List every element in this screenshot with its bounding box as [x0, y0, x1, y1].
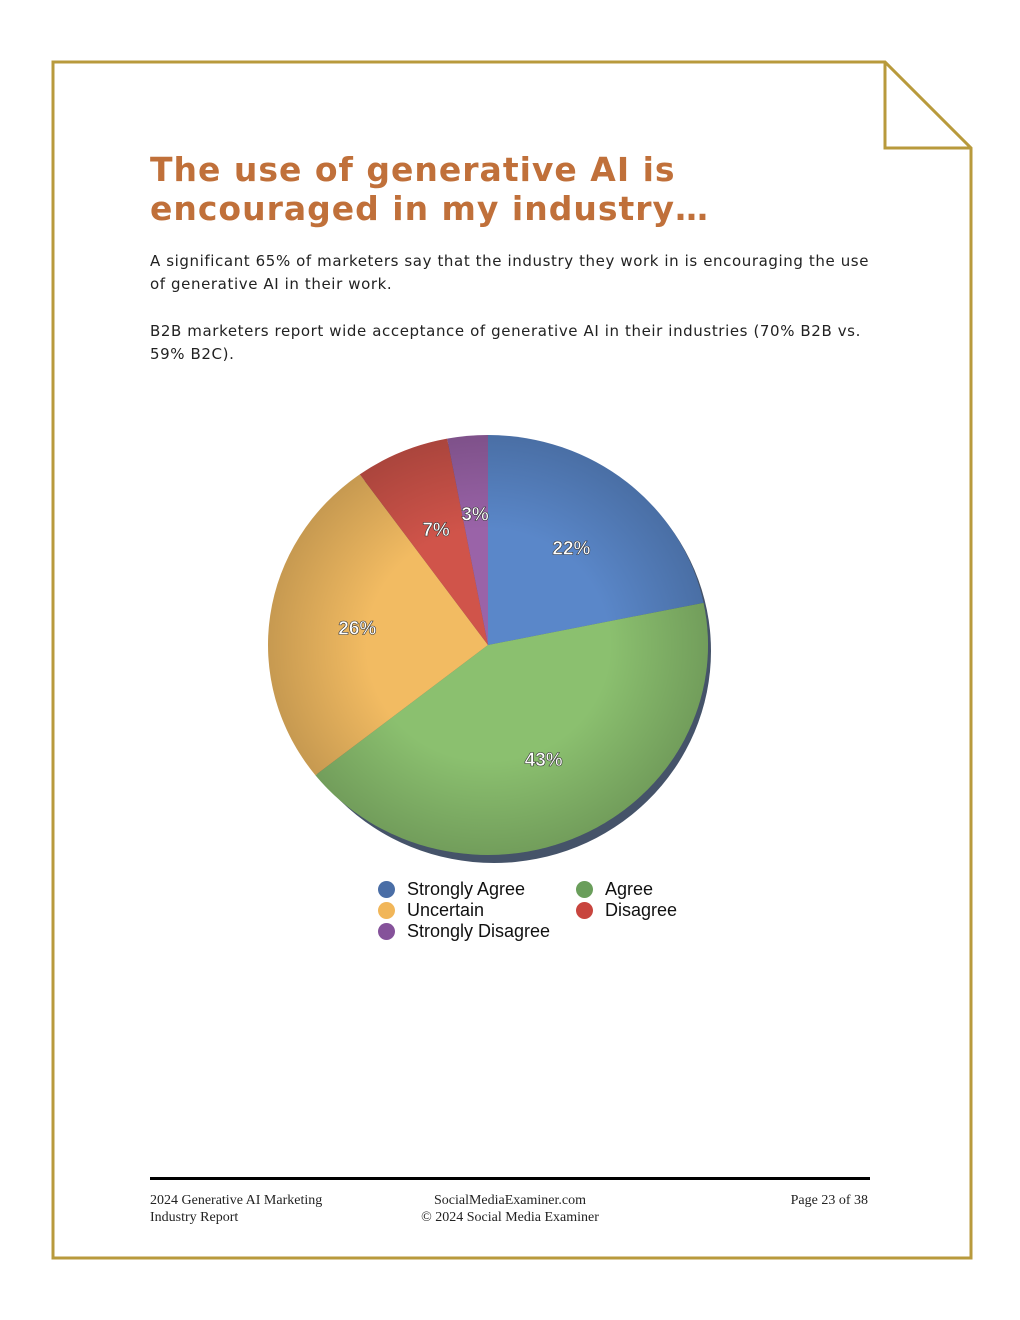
b2b-paragraph: B2B marketers report wide acceptance of generative AI in their industries (70% B2B vs. 59% B2C). — [150, 322, 861, 363]
pie-label-uncertain: 26% — [338, 618, 377, 640]
footer-report-title-line2: Industry Report — [150, 1210, 239, 1225]
intro-paragraph: A significant 65% of marketers say that the industry they work in is encouraging the use of generative AI in their work. — [150, 252, 870, 293]
legend-label: Uncertain — [407, 900, 485, 920]
legend-label: Disagree — [605, 900, 678, 920]
legend-item-strongly-agree — [378, 879, 576, 900]
legend-label: Agree — [605, 879, 654, 899]
footer-report-title-line1: 2024 Generative AI Marketing — [150, 1193, 323, 1208]
legend-item-uncertain — [378, 900, 576, 921]
legend-label: Strongly Disagree — [407, 921, 551, 941]
legend-swatch — [576, 902, 593, 919]
page-title: The use of generative AI is encouraged in my industry… — [150, 150, 710, 228]
footer-report-title — [150, 1192, 370, 1226]
legend-swatch — [378, 902, 395, 919]
footer-page-number: Page 23 of 38 — [790, 1193, 868, 1208]
footer-site-url[interactable]: SocialMediaExaminer.com — [433, 1193, 586, 1208]
footer-site — [380, 1192, 640, 1226]
legend-swatch — [378, 923, 395, 940]
legend-swatch — [378, 881, 395, 898]
legend-item-disagree — [576, 900, 706, 921]
pie-shading — [268, 435, 708, 855]
pie-label-strongly-agree: 22% — [552, 538, 591, 560]
legend-item-strongly-disagree — [378, 921, 576, 942]
footer-copyright: © 2024 Social Media Examiner — [421, 1210, 599, 1225]
footer-rule — [150, 1177, 870, 1180]
legend-item-agree — [576, 879, 706, 900]
legend-swatch — [576, 881, 593, 898]
legend-label: Strongly Agree — [407, 879, 526, 899]
pie-label-disagree: 7% — [422, 520, 450, 542]
chart-legend — [378, 879, 708, 942]
pie-label-agree: 43% — [524, 750, 563, 772]
pie-label-strongly-disagree: 3% — [461, 504, 489, 526]
